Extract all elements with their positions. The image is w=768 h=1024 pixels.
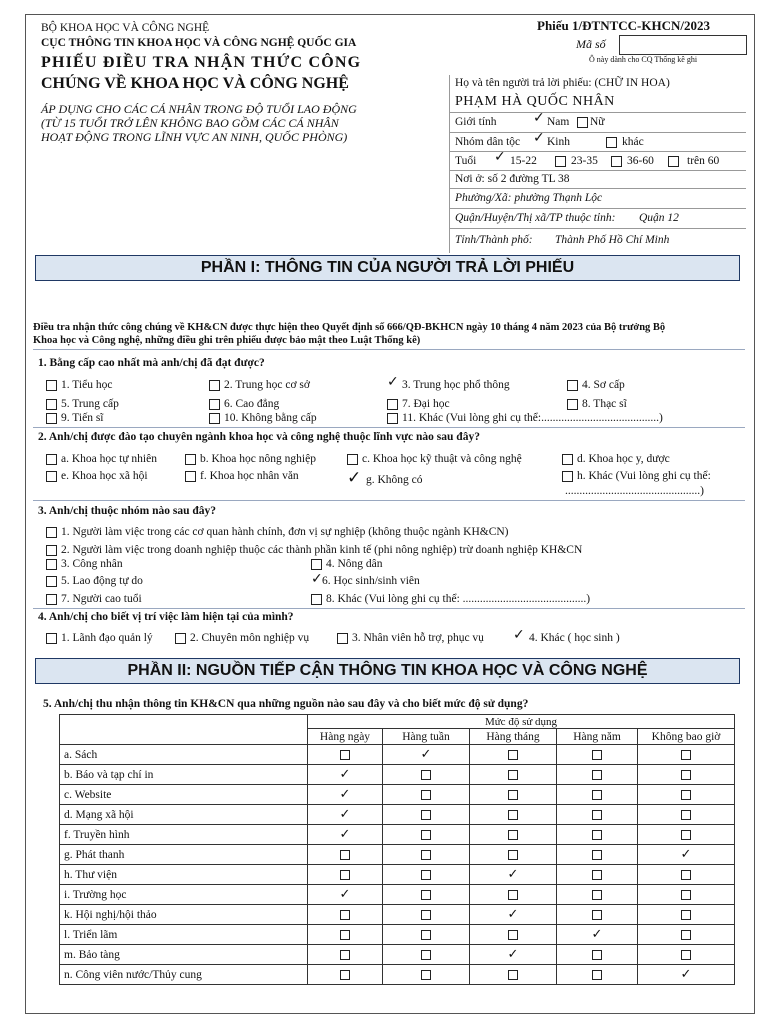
checkbox-icon[interactable] xyxy=(308,865,383,885)
checkbox-icon[interactable] xyxy=(209,413,220,424)
checkbox-icon[interactable] xyxy=(470,785,557,805)
row-label: g. Phát thanh xyxy=(60,845,308,865)
table-corner xyxy=(60,715,308,745)
checkbox-icon[interactable] xyxy=(557,785,638,805)
checkbox-icon[interactable] xyxy=(383,885,470,905)
checkbox-icon[interactable] xyxy=(185,454,196,465)
row-label: m. Bảo tàng xyxy=(60,945,308,965)
checkbox-icon[interactable] xyxy=(557,825,638,845)
checkbox-icon[interactable] xyxy=(209,380,220,391)
part2-banner: PHẦN II: NGUỒN TIẾP CẬN THÔNG TIN KHOA HỌC VÀ CÔNG NGHỆ xyxy=(35,658,740,684)
age-option-3: 36-60 xyxy=(627,155,654,167)
check-icon[interactable]: ✓ xyxy=(470,945,557,965)
table-row xyxy=(60,885,735,905)
table-row xyxy=(60,785,735,805)
row-label: i. Trường học xyxy=(60,885,308,905)
checkbox-icon[interactable] xyxy=(308,745,383,765)
ma-so-box[interactable] xyxy=(619,35,747,55)
scope-line2: (TỪ 15 TUỔI TRỞ LÊN KHÔNG BAO GỒM CÁC CÁ NHÂN xyxy=(41,116,339,130)
checkbox-icon[interactable] xyxy=(606,137,617,148)
check-icon: ✓ xyxy=(387,374,399,390)
check-icon[interactable]: ✓ xyxy=(638,845,735,865)
age-option-4: trên 60 xyxy=(687,155,720,167)
row-label: a. Sách xyxy=(60,745,308,765)
check-icon: ✓ xyxy=(513,627,525,643)
checkbox-icon[interactable] xyxy=(638,925,735,945)
ministry-name: BỘ KHOA HỌC VÀ CÔNG NGHỆ xyxy=(41,22,210,34)
column-header: Hàng ngày xyxy=(308,729,383,745)
q2-option-a: a. Khoa học tự nhiên xyxy=(61,453,157,465)
checkbox-icon[interactable] xyxy=(557,865,638,885)
row-label: d. Mạng xã hội xyxy=(60,805,308,825)
q3-question: 3. Anh/chị thuộc nhóm nào sau đây? xyxy=(38,505,216,517)
checkbox-icon[interactable] xyxy=(638,805,735,825)
checkbox-icon[interactable] xyxy=(557,845,638,865)
respondent-name-label: Họ và tên người trả lời phiếu: (CHỮ IN HOA) xyxy=(455,77,670,89)
row-label: b. Báo và tạp chí in xyxy=(60,765,308,785)
q1-option-4: 4. Sơ cấp xyxy=(582,379,625,391)
q2-option-d: d. Khoa học y, dược xyxy=(577,453,670,465)
scope-line3: HOẠT ĐỘNG TRONG LĨNH VỰC AN NINH, QUỐC PHÒNG) xyxy=(41,130,348,144)
part1-intro-line2: Khoa học và Công nghệ, những điều ghi trên phiếu được bảo mật theo Luật Thống kê) xyxy=(33,335,421,346)
q1-option-3: 3. Trung học phổ thông xyxy=(402,379,510,391)
district-label: Quận/Huyện/Thị xã/TP thuộc tỉnh: xyxy=(455,212,616,224)
province-value[interactable]: Thành Phố Hồ Chí Minh xyxy=(555,234,670,246)
checkbox-icon[interactable] xyxy=(387,413,398,424)
q1-option-2: 2. Trung học cơ sở xyxy=(224,379,310,391)
ward-field[interactable]: Phường/Xã: phường Thạnh Lộc xyxy=(455,192,603,204)
checkbox-icon[interactable] xyxy=(383,825,470,845)
checkbox-icon[interactable] xyxy=(46,380,57,391)
checkbox-icon[interactable] xyxy=(46,545,57,556)
checkbox-icon[interactable] xyxy=(470,925,557,945)
q2-option-h-input[interactable]: ...............................................) xyxy=(565,485,704,497)
q4-question: 4. Anh/chị cho biết vị trí việc làm hiện tại của mình? xyxy=(38,611,294,623)
q2-question: 2. Anh/chị được đào tạo chuyên ngành khoa học và công nghệ thuộc lĩnh vực nào sau đây? xyxy=(38,431,480,443)
checkbox-icon[interactable] xyxy=(470,885,557,905)
checkbox-icon[interactable] xyxy=(46,594,57,605)
q4-option-1: 1. Lãnh đạo quản lý xyxy=(61,632,153,644)
row-label: f. Truyền hình xyxy=(60,825,308,845)
field-line xyxy=(449,112,746,113)
checkbox-icon[interactable] xyxy=(557,945,638,965)
checkbox-icon[interactable] xyxy=(638,785,735,805)
table-row xyxy=(60,845,735,865)
q3-option-4: 4. Nông dân xyxy=(326,558,383,570)
checkbox-icon[interactable] xyxy=(387,399,398,410)
table-row xyxy=(60,865,735,885)
row-label: n. Công viên nước/Thủy cung xyxy=(60,965,308,985)
form-code: Phiếu 1/ĐTNTCC-KHCN/2023 xyxy=(537,18,710,33)
checkbox-icon[interactable] xyxy=(557,805,638,825)
field-line xyxy=(449,208,746,209)
district-value[interactable]: Quận 12 xyxy=(639,212,679,224)
checkbox-icon[interactable] xyxy=(555,156,566,167)
checkbox-icon[interactable] xyxy=(383,805,470,825)
ethnic-label: Nhóm dân tộc xyxy=(455,136,521,148)
column-header: Hàng tháng xyxy=(470,729,557,745)
q3-option-6: 6. Học sinh/sinh viên xyxy=(322,575,420,587)
checkbox-icon[interactable] xyxy=(638,745,735,765)
checkbox-icon[interactable] xyxy=(638,905,735,925)
checkbox-icon[interactable] xyxy=(562,454,573,465)
check-icon: ✓ xyxy=(347,468,362,488)
check-icon[interactable]: ✓ xyxy=(308,885,383,905)
respondent-name-value[interactable]: PHẠM HÀ QUỐC NHÂN xyxy=(455,94,615,109)
checkbox-icon[interactable] xyxy=(557,745,638,765)
part1-banner: PHẦN I: THÔNG TIN CỦA NGƯỜI TRẢ LỜI PHIẾU xyxy=(35,255,740,281)
q5-question: 5. Anh/chị thu nhận thông tin KH&CN qua những nguồn nào sau đây và cho biết mức độ sử dụng? xyxy=(43,698,529,710)
form-title-line2: CHÚNG VỀ KHOA HỌC VÀ CÔNG NGHỆ xyxy=(41,75,349,92)
gender-male-label: Nam xyxy=(547,116,570,128)
q2-option-b: b. Khoa học nông nghiệp xyxy=(200,453,316,465)
table-row xyxy=(60,905,735,925)
divider xyxy=(33,608,745,609)
checkbox-icon[interactable] xyxy=(638,825,735,845)
divider xyxy=(33,349,745,350)
checkbox-icon[interactable] xyxy=(557,965,638,985)
row-label: l. Triển lãm xyxy=(60,925,308,945)
check-icon: ✓ xyxy=(494,149,506,165)
checkbox-icon[interactable] xyxy=(46,559,57,570)
form-title-line1: PHIẾU ĐIỀU TRA NHẬN THỨC CÔNG xyxy=(41,54,362,71)
q1-option-1: 1. Tiểu học xyxy=(61,379,113,391)
checkbox-icon[interactable] xyxy=(308,845,383,865)
checkbox-icon[interactable] xyxy=(175,633,186,644)
q1-option-6: 6. Cao đẳng xyxy=(224,398,280,410)
field-line xyxy=(449,228,746,229)
q3-option-8[interactable]: 8. Khác (Vui lòng ghi cụ thể: ...........................................) xyxy=(326,593,591,605)
column-header: Không bao giờ xyxy=(638,729,735,745)
checkbox-icon[interactable] xyxy=(46,576,57,587)
gender-label: Giới tính xyxy=(455,116,497,128)
checkbox-icon[interactable] xyxy=(383,945,470,965)
checkbox-icon[interactable] xyxy=(383,965,470,985)
checkbox-icon[interactable] xyxy=(470,965,557,985)
field-line xyxy=(449,170,746,171)
checkbox-icon[interactable] xyxy=(470,845,557,865)
table-row xyxy=(60,805,735,825)
q3-option-5: 5. Lao động tự do xyxy=(61,575,143,587)
ethnic-other-label: khác xyxy=(622,136,644,148)
check-icon[interactable]: ✓ xyxy=(638,965,735,985)
row-label: k. Hội nghị/hội thảo xyxy=(60,905,308,925)
check-icon[interactable]: ✓ xyxy=(557,925,638,945)
check-icon[interactable]: ✓ xyxy=(308,805,383,825)
table-row xyxy=(60,925,735,945)
table-row xyxy=(60,745,735,765)
checkbox-icon[interactable] xyxy=(337,633,348,644)
checkbox-icon[interactable] xyxy=(46,527,57,538)
gender-female-label: Nữ xyxy=(590,116,605,128)
check-icon[interactable]: ✓ xyxy=(383,745,470,765)
table-row xyxy=(60,765,735,785)
checkbox-icon[interactable] xyxy=(209,399,220,410)
q1-option-10: 10. Không bằng cấp xyxy=(224,412,317,424)
checkbox-icon[interactable] xyxy=(557,885,638,905)
check-icon: ✓ xyxy=(311,571,323,587)
checkbox-icon[interactable] xyxy=(638,765,735,785)
checkbox-icon[interactable] xyxy=(46,633,57,644)
age-option-1: 15-22 xyxy=(510,155,537,167)
checkbox-icon[interactable] xyxy=(611,156,622,167)
age-option-2: 23-35 xyxy=(571,155,598,167)
checkbox-icon[interactable] xyxy=(383,865,470,885)
q1-option-8: 8. Thạc sĩ xyxy=(582,398,627,410)
q2-option-g: g. Không có xyxy=(366,474,423,486)
checkbox-icon[interactable] xyxy=(567,380,578,391)
row-label: h. Thư viện xyxy=(60,865,308,885)
checkbox-icon[interactable] xyxy=(46,399,57,410)
checkbox-icon[interactable] xyxy=(383,925,470,945)
checkbox-icon[interactable] xyxy=(347,454,358,465)
address-field[interactable]: Nơi ở: số 2 đường TL 38 xyxy=(455,173,570,185)
check-icon[interactable]: ✓ xyxy=(308,785,383,805)
field-line xyxy=(449,132,746,133)
checkbox-icon[interactable] xyxy=(638,945,735,965)
part1-intro-line1: Điều tra nhận thức công chúng về KH&CN được thực hiện theo Quyết định số 666/QĐ-BKHCN ngày 10 tháng 4 năm 2023 của Bộ trưởng Bộ xyxy=(33,322,666,333)
checkbox-icon[interactable] xyxy=(185,471,196,482)
q3-option-1: 1. Người làm việc trong các cơ quan hành chính, đơn vị sự nghiệp (không thuộc ngành KH&CN) xyxy=(61,526,509,538)
checkbox-icon[interactable] xyxy=(577,117,588,128)
checkbox-icon[interactable] xyxy=(638,865,735,885)
column-header: Hàng tuần xyxy=(383,729,470,745)
table-row xyxy=(60,965,735,985)
checkbox-icon[interactable] xyxy=(46,413,57,424)
checkbox-icon[interactable] xyxy=(311,559,322,570)
q3-option-3: 3. Công nhân xyxy=(61,558,123,570)
checkbox-icon[interactable] xyxy=(567,399,578,410)
checkbox-icon[interactable] xyxy=(46,454,57,465)
checkbox-icon[interactable] xyxy=(308,965,383,985)
field-line xyxy=(449,188,746,189)
q5-table xyxy=(59,714,735,985)
check-icon[interactable]: ✓ xyxy=(308,825,383,845)
q4-option-4: 4. Khác ( học sinh ) xyxy=(529,632,620,644)
checkbox-icon[interactable] xyxy=(46,471,57,482)
q1-question: 1. Bằng cấp cao nhất mà anh/chị đã đạt được? xyxy=(38,357,265,369)
scope-line1: ÁP DỤNG CHO CÁC CÁ NHÂN TRONG ĐỘ TUỔI LAO ĐỘNG xyxy=(41,102,357,116)
ma-so-label: Mã số xyxy=(576,37,606,51)
q3-option-7: 7. Người cao tuổi xyxy=(61,593,142,605)
checkbox-icon[interactable] xyxy=(470,805,557,825)
divider xyxy=(33,500,745,501)
q4-option-3: 3. Nhân viên hỗ trợ, phục vụ xyxy=(352,632,484,644)
checkbox-icon[interactable] xyxy=(383,845,470,865)
q2-option-e: e. Khoa học xã hội xyxy=(61,470,148,482)
q2-option-h: h. Khác (Vui lòng ghi cụ thể: xyxy=(577,470,711,482)
checkbox-icon[interactable] xyxy=(668,156,679,167)
check-icon[interactable]: ✓ xyxy=(470,905,557,925)
q4-option-2: 2. Chuyên môn nghiệp vụ xyxy=(190,632,310,644)
checkbox-icon[interactable] xyxy=(383,765,470,785)
checkbox-icon[interactable] xyxy=(638,885,735,905)
checkbox-icon[interactable] xyxy=(557,905,638,925)
q2-option-f: f. Khoa học nhân văn xyxy=(200,470,299,482)
q1-option-11[interactable]: 11. Khác (Vui lòng ghi cụ thể:.........................................) xyxy=(402,412,663,424)
check-icon: ✓ xyxy=(533,130,545,146)
checkbox-icon[interactable] xyxy=(308,905,383,925)
checkbox-icon[interactable] xyxy=(308,945,383,965)
checkbox-icon[interactable] xyxy=(470,765,557,785)
agency-name: CỤC THÔNG TIN KHOA HỌC VÀ CÔNG NGHỆ QUỐC GIA xyxy=(41,37,357,49)
q1-option-7: 7. Đại học xyxy=(402,398,450,410)
checkbox-icon[interactable] xyxy=(311,594,322,605)
q2-option-c: c. Khoa học kỹ thuật và công nghệ xyxy=(362,453,522,465)
divider xyxy=(33,427,745,428)
q1-option-9: 9. Tiến sĩ xyxy=(61,412,104,424)
checkbox-icon[interactable] xyxy=(383,785,470,805)
age-label: Tuổi xyxy=(455,155,477,167)
checkbox-icon[interactable] xyxy=(470,825,557,845)
row-label: c. Website xyxy=(60,785,308,805)
respondent-box-border xyxy=(449,75,450,253)
checkbox-icon[interactable] xyxy=(308,925,383,945)
q3-option-2: 2. Người làm việc trong doanh nghiệp thuộc các thành phần kinh tế (phi nông nghiệp) trừ doanh nghiệp KH&CN xyxy=(61,544,583,556)
checkbox-icon[interactable] xyxy=(470,745,557,765)
check-icon[interactable]: ✓ xyxy=(470,865,557,885)
checkbox-icon[interactable] xyxy=(562,471,573,482)
column-header: Hàng năm xyxy=(557,729,638,745)
check-icon[interactable]: ✓ xyxy=(308,765,383,785)
ma-so-note: Ô này dành cho CQ Thống kê ghi xyxy=(589,55,698,64)
table-row xyxy=(60,945,735,965)
usage-group-header: Mức độ sử dụng xyxy=(308,715,735,729)
checkbox-icon[interactable] xyxy=(383,905,470,925)
checkbox-icon[interactable] xyxy=(557,765,638,785)
q1-option-5: 5. Trung cấp xyxy=(61,398,119,410)
province-label: Tỉnh/Thành phố: xyxy=(455,234,533,246)
check-icon: ✓ xyxy=(533,110,545,126)
ethnic-kinh-label: Kinh xyxy=(547,136,570,148)
table-row xyxy=(60,825,735,845)
